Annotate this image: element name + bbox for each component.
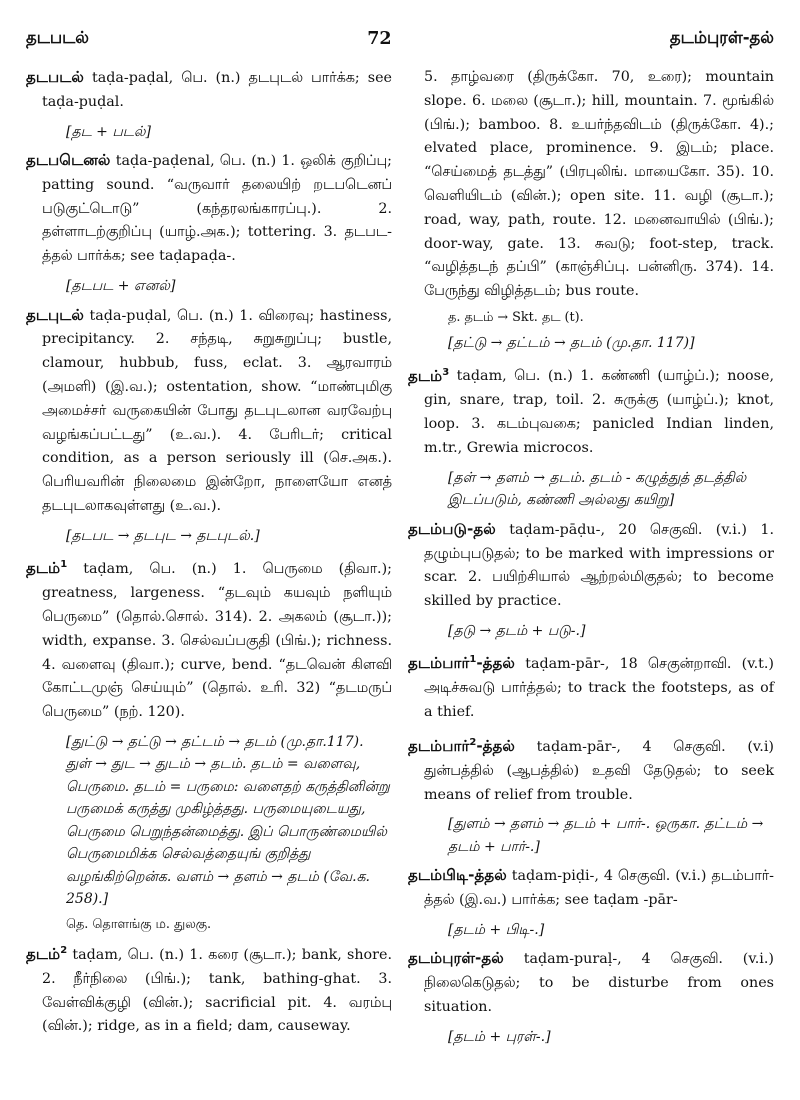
page-number: 72 <box>367 29 392 49</box>
entry-headword <box>26 559 67 577</box>
dictionary-entry <box>408 648 774 724</box>
header-left-guideword: தடபடல் <box>26 28 89 47</box>
entry-headword <box>26 945 67 963</box>
dictionary-entry <box>408 864 774 913</box>
headword-text: தடம்பிடி-த்தல் <box>408 866 507 885</box>
homonym-number: 2 <box>469 736 477 748</box>
entry-etymology: [தட + படல்] <box>66 123 151 140</box>
entry-etymology: [தடு → தடம் + படு-.] <box>448 622 586 639</box>
headword-text: தடம்புரள்-தல் <box>408 949 504 968</box>
entry-headword <box>408 737 515 755</box>
two-column-body <box>26 66 774 1054</box>
entry-definition: taḍam-pāḍu-, 20 செகுவி. (v.i.) 1. தழும்புபடுதல்; to be marked with impressions or scar. 2. பயிற்சியால் ஆற்றல்மிகுதல்; to become skilled by practice. <box>424 521 774 610</box>
homonym-number: 1 <box>60 559 68 571</box>
entry-definition: taḍam-pār-, 18 செகுன்றாவி. (v.t.) அடிச்சுவடு பார்த்தல்; to track the footsteps, as of a thief. <box>424 656 774 721</box>
left-column <box>26 66 392 1054</box>
entry-headword <box>26 68 84 86</box>
homonym-number: 1 <box>469 654 477 666</box>
entry-definition: taḍam-puraḷ-, 4 செகுவி. (v.i.) நிலைகெடுதல்; to be disturbe from ones situation. <box>424 951 774 1015</box>
dictionary-entry <box>408 518 774 614</box>
headword-text: தடம் <box>26 944 61 963</box>
entry-etymology: [தடபட → தடபுட → தடபுடல்.] <box>66 527 260 544</box>
entry-headword <box>26 151 111 169</box>
dictionary-entry <box>26 939 392 1039</box>
entry-definition: taḍa-paḍenal, பெ. (n.) 1. ஒலிக் குறிப்பு; patting sound. “வருவார் தலையிற் றடபடெனப் படுகுட்டொடு” (கந்தரலங்காரப்பு.). 2. தள்ளாடற்குறிப்பு (யாழ்.அக.); tottering. 3. தடபட-த்தல் பார்க்க; see taḍapaḍa-. <box>42 153 392 265</box>
entry-etymology: [தடம் + புரள்-.] <box>448 1028 551 1045</box>
headword-text: தடம்பார் <box>408 654 470 673</box>
entry-cognate: தெ. தொளங்கு ம. துலகு. <box>66 916 212 932</box>
homonym-number: 3 <box>442 366 450 378</box>
entry-etymology: [துளம் → தளம் → தடம் + பார்-. ஒருகா. தட்டம் → தடம் + பார்-.] <box>448 816 764 855</box>
dictionary-entry <box>408 731 774 807</box>
entry-headword <box>408 654 515 672</box>
dictionary-entry <box>26 66 392 115</box>
headword-text: தடபடெனல் <box>26 151 111 170</box>
entry-headword <box>408 367 449 385</box>
headword-text: தடபுடல் <box>26 305 84 324</box>
entry-etymology: [துட்டு → தட்டு → தட்டம் → தடம் (மு.தா.117). துள் → துட → துடம் → தடம். தடம் = வளைவு, பெருமை. தடம் = பருமை: வளைதற் கருத்தினின்று பருமைக் கருத்து முகிழ்த்தது. பருமையுடையது, பெருமை பெறுந்தன்மைத்து. இப் பொருண்மையில் பெருமைமிக்க செல்வத்தையுங் குறித்து வழங்கிற்றென்க. வளம் → தளம் → தடம் (வே.க. 258).] <box>66 733 390 908</box>
entry-continuation <box>408 66 774 304</box>
entry-definition: taḍa-puḍal, பெ. (n.) 1. விரைவு; hastiness, precipitancy. 2. சந்தடி, சுறுசுறுப்பு; bustle, clamour, hubbub, fuss, eclat. 3. ஆரவாரம் (அமளி) (இ.வ.); ostentation, show. “மாண்புமிகு அமைச்சர் வருகையின் போது தடபுடலான வரவேற்பு வழங்கப்பட்டது” (உ.வ.). 4. பேரிடர்; critical condition, as a person seriously ill (செ.அக.). பெரியவரின் நிலைமை இன்றோ, நாளையோ எனத் தடபுடலாகவுள்ளது (உ.வ.). <box>42 307 392 514</box>
dictionary-entry <box>408 947 774 1019</box>
headword-suffix: -த்தல் <box>476 736 516 755</box>
entry-headword <box>26 306 84 324</box>
dictionary-entry <box>26 553 392 725</box>
dictionary-entry <box>26 304 392 519</box>
entry-definition: taḍam-piḍi-, 4 செகுவி. (v.i.) தடம்பார்-த்தல் (இ.வ.) பார்க்க; see taḍam -pār- <box>424 868 774 909</box>
homonym-number: 2 <box>60 944 68 956</box>
right-column <box>408 66 774 1054</box>
entry-etymology: [தள் → தளம் → தடம். தடம் - கழுத்துத் தடத்தில் இடப்படும், கண்ணி அல்லது கயிறு] <box>448 469 747 509</box>
entry-etymology: [தட்டு → தட்டம் → தடம் (மு.தா. 117)] <box>448 334 695 351</box>
headword-text: தடம்படு-தல் <box>408 519 496 538</box>
entry-headword <box>408 520 496 538</box>
entry-etymology: [தடம் + பிடி-.] <box>448 921 545 938</box>
entry-etymology: [தடபட + எனல்] <box>66 278 176 295</box>
headword-suffix: -த்தல் <box>476 654 516 673</box>
headword-text: தடம் <box>408 366 443 385</box>
entry-continuation-text: 5. தாழ்வரை (திருக்கோ. 70, உரை); mountain slope. 6. மலை (சூடா.); hill, mountain. 7. மூங்கில் (பிங்.); bamboo. 8. உயர்ந்தவிடம் (திருக்கோ. 4).; elvated place, prominence. 9. இடம்; place. “செய்மைத் தடத்து” (பிரபுலிங். மாயைகோ. 35). 10. வெளியிடம் (வின்.); open site. 11. வழி (சூடா.); road, way, path, route. 12. மனைவாயில் (பிங்.); door-way, gate. 13. சுவடு; foot-step, track. “வழித்தடந் தப்பி” (காஞ்சிப்பு. பன்னிரு. 374). 14. பேருந்து விழித்தடம்; bus route. <box>424 69 774 300</box>
entry-headword <box>408 949 504 967</box>
running-header <box>26 28 774 50</box>
headword-text: தடம் <box>26 559 61 578</box>
entry-headword <box>408 866 507 884</box>
entry-cognate: த. தடம் → Skt. தட (t). <box>448 309 584 325</box>
headword-text: தடம்பார் <box>408 736 470 755</box>
entry-definition: taḍam, பெ. (n.) 1. பெருமை (திவா.); greatness, largeness. “தடவும் கயவும் நளியும் பெருமை” (தொல்.சொல். 314). 2. அகலம் (சூடா.)); width, expanse. 3. செல்வப்பகுதி (பிங்.); richness. 4. வளைவு (திவா.); curve, bend. “தடவென் கிளவி கோட்டமுஞ் செய்யும்” (தொல். உரி. 32) “தடமருப் பெருமை” (நற். 120). <box>42 561 392 721</box>
entry-definition: taḍam, பெ. (n.) 1. கரை (சூடா.); bank, shore. 2. நீர்நிலை (பிங்.); tank, bathing-ghat. 3. வேள்விக்குழி (வின்.); sacrificial pit. 4. வரம்பு (வின்.); ridge, as in a field; dam, causeway. <box>42 946 392 1035</box>
dictionary-entry <box>408 360 774 460</box>
headword-text: தடபடல் <box>26 68 84 86</box>
entry-definition: taḍam, பெ. (n.) 1. கண்ணி (யாழ்ப்.); noose, gin, snare, trap, toil. 2. சுருக்கு (யாழ்ப்.); knot, loop. 3. கடம்புவகை; panicled Indian linden, m.tr., Grewia microcos. <box>424 368 774 456</box>
entry-definition: taḍam-pār-, 4 செகுவி. (v.i) துன்பத்தில் (ஆபத்தில்) உதவி தேடுதல்; to seek means of relief from trouble. <box>424 738 774 803</box>
entry-definition: taḍa-paḍal, பெ. (n.) தடபுடல் பார்க்க; see taḍa-puḍal. <box>42 70 392 110</box>
header-right-guideword: தடம்புரள்-தல் <box>669 28 774 47</box>
dictionary-entry <box>26 149 392 269</box>
